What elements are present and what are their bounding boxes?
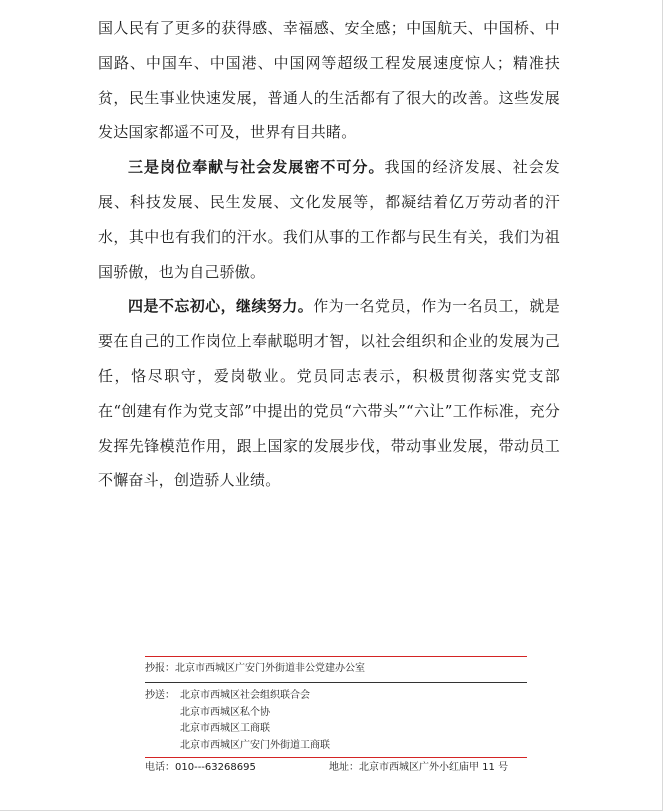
paragraph-lead: 三是岗位奉献与社会发展密不可分。 <box>128 158 385 177</box>
report-label: 抄报： <box>145 663 175 674</box>
paragraph-text: 作为一名党员，作为一名员工，就是要在自己的工作岗位上奉献聪明才智，以社会组织和企业的发展为己任，恪尽职守，爱岗敬业。党员同志表示，积极贯彻落实党支部在“创建有作为党支部”中提出的党员“六带头”“六让”工作标准，充分发挥先锋模范作用，跟上国家的发展步伐，带动事业发展，带动员工不懈奋斗，创造骄人业绩。 <box>98 297 561 490</box>
footer-middle-rule <box>145 682 527 683</box>
document-body <box>98 11 560 498</box>
paragraph-continuation <box>98 11 560 150</box>
send-recipient: 北京市西城区社会组织联合会 <box>180 690 310 701</box>
paragraph-three <box>98 150 560 289</box>
report-line <box>145 663 365 675</box>
send-recipient: 北京市西城区工商联 <box>180 723 270 734</box>
phone-line <box>145 762 256 774</box>
paragraph-text: 我国的经济发展、社会发展、科技发展、民生发展、文化发展等，都凝结着亿万劳动者的汗水，其中也有我们的汗水。我们从事的工作都与民生有关，我们为祖国骄傲，也为自己骄傲。 <box>98 158 561 281</box>
address-text: 北京市西城区广外小红庙甲 11 号 <box>359 762 509 773</box>
address-line <box>329 762 508 774</box>
phone-number: 010---63268695 <box>175 762 256 773</box>
send-recipient: 北京市西城区私个协 <box>180 707 270 718</box>
paragraph-text: 国人民有了更多的获得感、幸福感、安全感；中国航天、中国桥、中国路、中国车、中国港、中国网等超级工程发展速度惊人；精准扶贫，民生事业快速发展，普通人的生活都有了很大的改善。这些发展发达国家都遥不可及，世界有目共睹。 <box>98 19 560 142</box>
report-recipient: 北京市西城区广安门外街道非公党建办公室 <box>175 663 365 674</box>
address-label: 地址： <box>329 762 359 773</box>
send-label: 抄送： <box>145 690 175 701</box>
send-recipient: 北京市西城区广安门外街道工商联 <box>180 740 330 751</box>
phone-label: 电话： <box>145 762 175 773</box>
footer-bottom-rule <box>145 757 527 758</box>
paragraph-lead: 四是不忘初心，继续努力。 <box>128 297 314 316</box>
paragraph-four <box>98 289 560 498</box>
footer-top-rule <box>145 656 527 657</box>
